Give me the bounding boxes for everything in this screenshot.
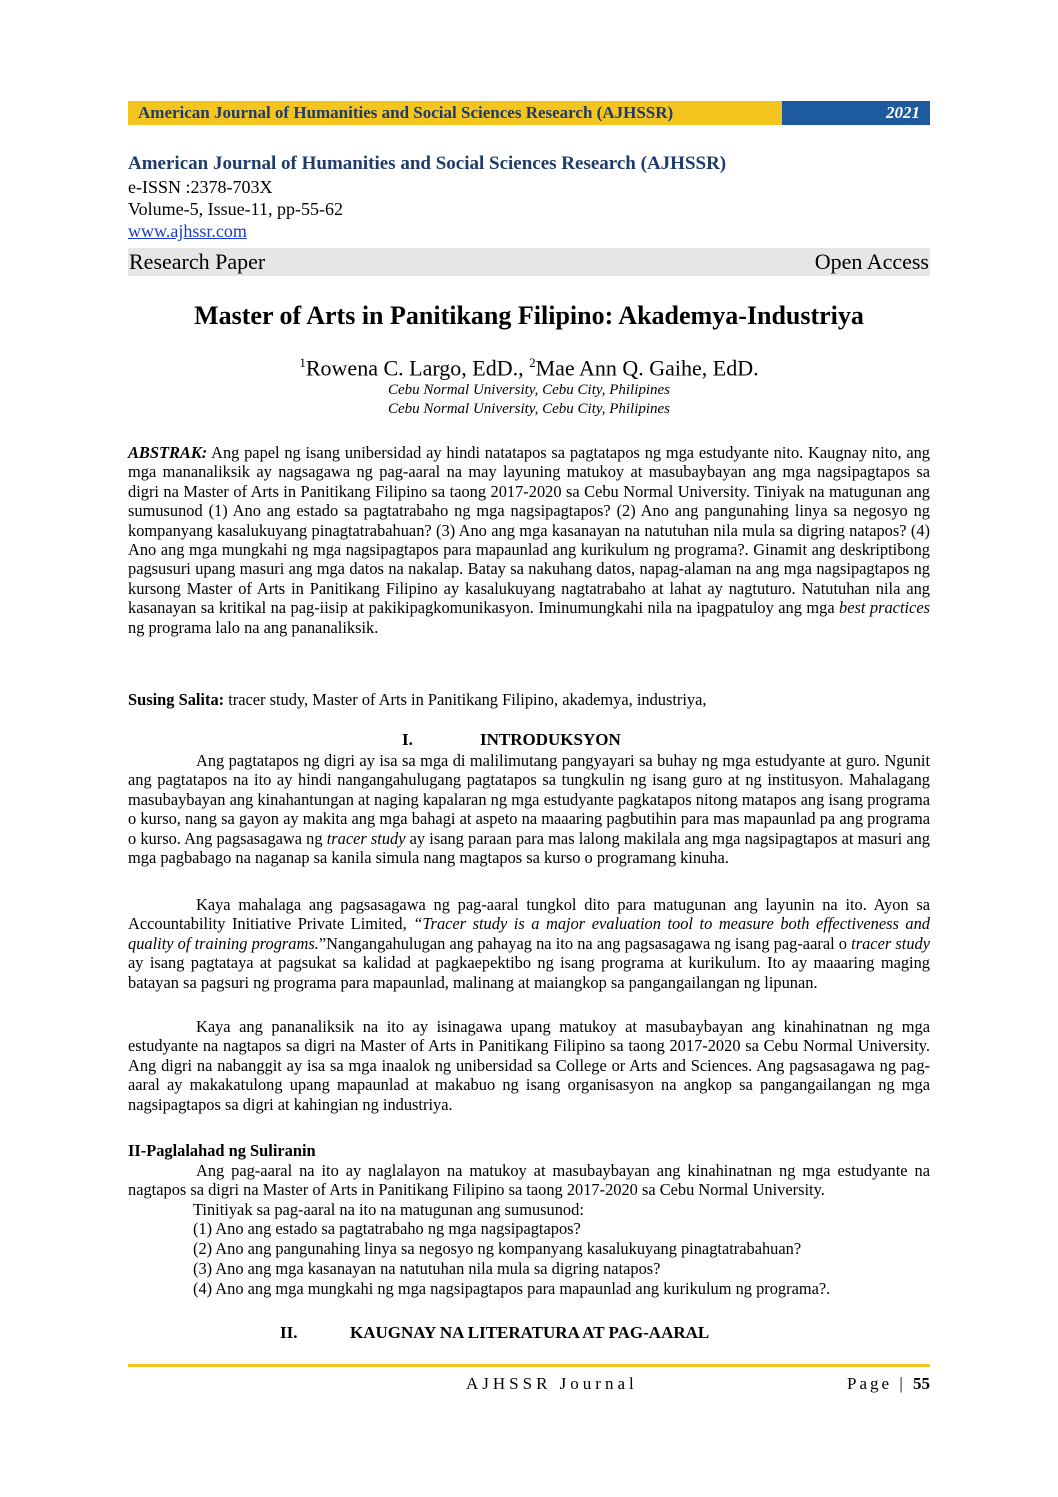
list-item: (1) Ano ang estado sa pagtatrabaho ng mga nagsipagtapos?	[193, 1219, 581, 1238]
subsection-paragraph-2: Tinitiyak sa pag-aaral na ito na matugunan ang sumusunod:	[193, 1200, 584, 1219]
page-footer	[128, 1374, 930, 1398]
intro-p2-text: Kaya mahalaga ang pagsasagawa ng pag-aaral tungkol dito para matugunan ang layunin na ito. Ayon sa Accountability Initiative Private Limited,	[128, 895, 930, 934]
abstract-text-a: Ang papel ng isang unibersidad ay hindi natatapos sa pagtatapos ng mga estudyante nito. Kaugnay nito, ang mga mananaliksik ay nagsagawa ng pag-aaral na may layuning matukoy at masubaybayan ang mga nagsipagtapos sa digri na Master of Arts in Panitikang Filipino sa taong 2017-2020 sa Cebu Normal University. Tiniyak na matugunan ang sumusunod (1) Ano ang estado sa pagtatrabaho ng mga nagsipagtapos? (2) Ano ang pangunahing linya sa negosyo ng kompanyang kasalukuyang pinagtatrabahuan? (3) Ano ang mga kasanayan na natutuhan nila mula sa digring natapos? (4) Ano ang mga mungkahi ng mga nagsipagtapos para mapaunlad ang kurikulum ng programa?. Ginamit ang deskriptibong pagsusuri upang masuri ang mga datos na nakalap. Batay sa nakuhang datos, napag-alaman na ang mga nagsipagtapos ng kursong Master of Arts in Panitikang Filipino ay kasalukuyang nagtatrabaho at lahat ay nagtuturo. Natutuhan nila ang kasanayan sa kritikal na pag-iisip at pakikipagkomunikasyon. Iminumungkahi nila na ipagpatuloy ang mga	[128, 443, 930, 618]
list-item: (3) Ano ang mga kasanayan na natutuhan nila mula sa digring natapos?	[193, 1259, 661, 1278]
affiliation-2: Cebu Normal University, Cebu City, Philipines	[387, 401, 671, 417]
article-title: Master of Arts in Panitikang Filipino: Akademya-Industriya	[194, 301, 864, 330]
list-item: (2) Ano ang pangunahing linya sa negosyo ng kompanyang kasalukuyang pinagtatrabahuan?	[193, 1239, 802, 1258]
footer-divider	[128, 1364, 930, 1367]
intro-p2-text-2: ”Nangangahulugan ang pahayag na ito na ang pagsasagawa ng isang pag-aaral o	[318, 933, 852, 953]
access-type: Open Access	[814, 249, 929, 274]
footer-page-number: 55	[913, 1374, 930, 1393]
subsection-heading: II-Paglalahad ng Suliranin	[128, 1141, 316, 1160]
journal-title: American Journal of Humanities and Social Sciences Research (AJHSSR)	[128, 153, 727, 174]
section-title: KAUGNAY NA LITERATURA AT PAG-AARAL	[350, 1323, 710, 1342]
section-number: II.	[280, 1323, 298, 1342]
abstract-text-b: ng programa lalo na ang pananaliksik.	[128, 617, 379, 637]
journal-issn: e-ISSN :2378-703X	[128, 177, 273, 197]
intro-paragraph-2	[128, 895, 930, 992]
journal-website-link[interactable]: www.ajhssr.com	[128, 221, 247, 241]
intro-p1-italic: tracer study	[326, 828, 406, 848]
author1: Rowena C. Largo, EdD.,	[305, 355, 530, 381]
journal-volume: Volume-5, Issue-11, pp-55-62	[128, 199, 343, 219]
footer-journal: AJHSSR Journal	[466, 1374, 638, 1393]
footer-page	[847, 1374, 930, 1394]
banner-year: 2021	[782, 101, 930, 125]
paper-type-bar	[128, 248, 930, 276]
section-title: INTRODUKSYON	[480, 730, 621, 749]
affiliation-1: Cebu Normal University, Cebu City, Philipines	[387, 382, 671, 398]
intro-p1-text-2: ay isang paraan para mas lalong makilala ang mga nagsipagtapos at masuri ang mga pagbabago na naganap sa kanila simula nang magtapos sa kurso o programang kinuha.	[128, 828, 930, 868]
intro-p1-text: Ang pagtatapos ng digri ay isa sa mga di malilimutang pangyayari sa buhay ng mga estudyante at guro. Ngunit ang pagtatapos na ito ay hindi nangangahulugang pagtatapos sa tungkulin ng isang guro at ng institusyon. Mahalagang masubaybayan ang kinahantungan at naging kapalaran ng mga estudyante pagkatapos nitong matapos ang isang programa o kurso, nang sa gayon ay makita ang mga bahagi at aspeto na maaaring pagbutihin para mas mapaunlad pa ang programa o kurso. Ang pagsasagawa ng	[128, 751, 930, 848]
authors	[128, 350, 930, 381]
intro-paragraph-1	[128, 751, 930, 867]
keywords-label: Susing Salita:	[128, 690, 225, 709]
keywords-text: tracer study, Master of Arts in Panitikang Filipino, akademya, industriya,	[224, 690, 707, 709]
intro-p2-text-3: ay isang pagtataya at pagsukat sa kalidad at pagkaepektibo ng isang programa at kurikulum. Ito ay maaaring maging batayan sa pagsuri ng programa para mapaunlad, malinang at maiangkop sa pangangailangan ng lipunan.	[128, 953, 930, 992]
abstract-text-italic: best practices	[839, 598, 930, 618]
paper-type: Research Paper	[129, 249, 266, 274]
author2: Mae Ann Q. Gaihe, EdD.	[535, 355, 759, 381]
intro-p2-quote: “Tracer study is a major evaluation tool to measure both effectiveness and quality of training programs.	[128, 914, 930, 953]
author2-sup: 2	[529, 355, 536, 370]
intro-paragraph-3: Kaya ang pananaliksik na ito ay isinagawa upang matukoy at masubaybayan ang kinahinatnan ng mga estudyante na nagtapos sa digri na Master of Arts in Panitikang Filipino sa taong 2017-2020 sa Cebu Normal University. Ang digri na nabanggit ay isa sa mga inaalok ng unibersidad sa College or Arts and Sciences. Ang pagsasagawa ng pag-aaral ay makakatulong upang mapaunlad at makabuo ng isang organisasyon na angkop sa pangangailangan ng mga nagsipagtapos sa digri at kahingian ng industriya.	[128, 1017, 930, 1114]
journal-info	[128, 152, 930, 242]
journal-banner	[128, 101, 930, 125]
abstract-label: ABSTRAK:	[128, 443, 208, 462]
footer-page-label: Page |	[847, 1374, 906, 1393]
subsection-paragraph-1: Ang pag-aaral na ito ay naglalayon na matukoy at masubaybayan ang kinahinatnan ng mga estudyante na nagtapos sa digri na Master of Arts in Panitikang Filipino sa taong 2017-2020 sa Cebu Normal University.	[128, 1161, 930, 1200]
keywords	[128, 690, 930, 709]
abstract	[128, 443, 930, 637]
intro-p2-italic: tracer study	[851, 933, 930, 953]
banner-journal-name: American Journal of Humanities and Social Sciences Research (AJHSSR)	[128, 101, 782, 125]
section-number: I.	[402, 730, 413, 749]
author1-sup: 1	[299, 355, 306, 370]
list-item: (4) Ano ang mga mungkahi ng mga nagsipagtapos para mapaunlad ang kurikulum ng programa?.	[193, 1279, 831, 1298]
